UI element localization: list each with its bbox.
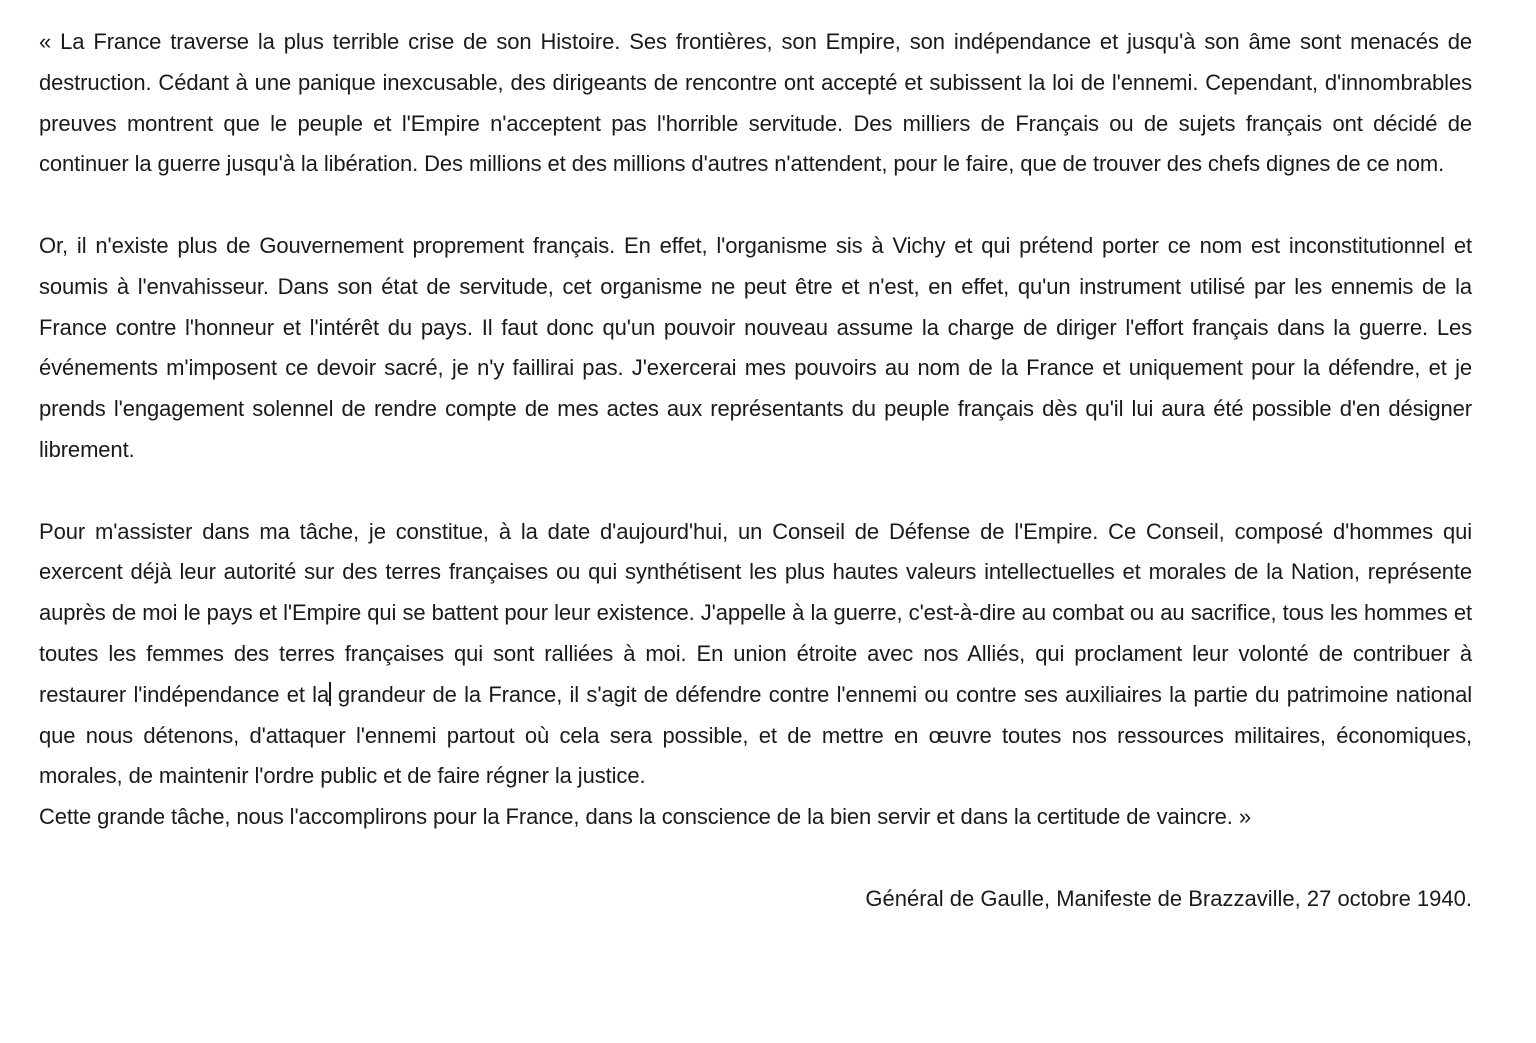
paragraph-spacer <box>39 185 1472 226</box>
paragraph-1: « La France traverse la plus terrible crise de son Histoire. Ses frontières, son Empire, son indépendance et jusqu'à son âme sont menacés de destruction. Cédant à une panique inexcusable, des dirigeants de rencontre ont accepté et subissent la loi de l'ennemi. Cependant, d'innombrables preuves montrent que le peuple et l'Empire n'acceptent pas l'horrible servitude. Des milliers de Français ou de sujets français ont décidé de continuer la guerre jusqu'à la libération. Des millions et des millions d'autres n'attendent, pour le faire, que de trouver des chefs dignes de ce nom. <box>39 29 1472 177</box>
paragraph-3 <box>39 512 1472 798</box>
signature: Général de Gaulle, Manifeste de Brazzaville, 27 octobre 1940. <box>865 885 1472 911</box>
paragraph-3-after-cursor: grandeur de la France, il s'agit de défendre contre l'ennemi ou contre ses auxiliaires la partie du patrimoine national que nous détenons, d'attaquer l'ennemi partout où cela sera possible, et de mettre en œuvre toutes nos ressources militaires, économiques, morales, de maintenir l'ordre public et de faire régner la justice. <box>39 681 1473 789</box>
paragraph-2: Or, il n'existe plus de Gouvernement proprement français. En effet, l'organisme sis à Vichy et qui prétend porter ce nom est inconstitutionnel et soumis à l'envahisseur. Dans son état de servitude, cet organisme ne peut être et n'est, en effet, qu'un instrument utilisé par les ennemis de la France contre l'honneur et l'intérêt du pays. Il faut donc qu'un pouvoir nouveau assume la charge de diriger l'effort français dans la guerre. Les événements m'imposent ce devoir sacré, je n'y faillirai pas. J'exercerai mes pouvoirs au nom de la France et uniquement pour la défendre, et je prends l'engagement solennel de rendre compte de mes actes aux représentants du peuple français dès qu'il lui aura été possible d'en désigner librement. <box>39 232 1472 462</box>
paragraph-4: Cette grande tâche, nous l'accomplirons pour la France, dans la conscience de la bien servir et dans la certitude de vaincre. » <box>39 804 1251 830</box>
document-body <box>39 22 1472 920</box>
paragraph-spacer <box>39 471 1472 512</box>
paragraph-3-before-cursor: Pour m'assister dans ma tâche, je constitue, à la date d'aujourd'hui, un Conseil de Défense de l'Empire. Ce Conseil, composé d'hommes qui exercent déjà leur autorité sur des terres françaises ou qui synthétisent les plus hautes valeurs intellectuelles et morales de la Nation, représente auprès de moi le pays et l'Empire qui se battent pour leur existence. J'appelle à la guerre, c'est-à-dire au combat ou au sacrifice, tous les hommes et toutes les femmes des terres françaises qui sont ralliées à moi. En union étroite avec nos Alliés, qui proclament leur volonté de contribuer à restaurer l'indépendance et la <box>39 518 1472 707</box>
